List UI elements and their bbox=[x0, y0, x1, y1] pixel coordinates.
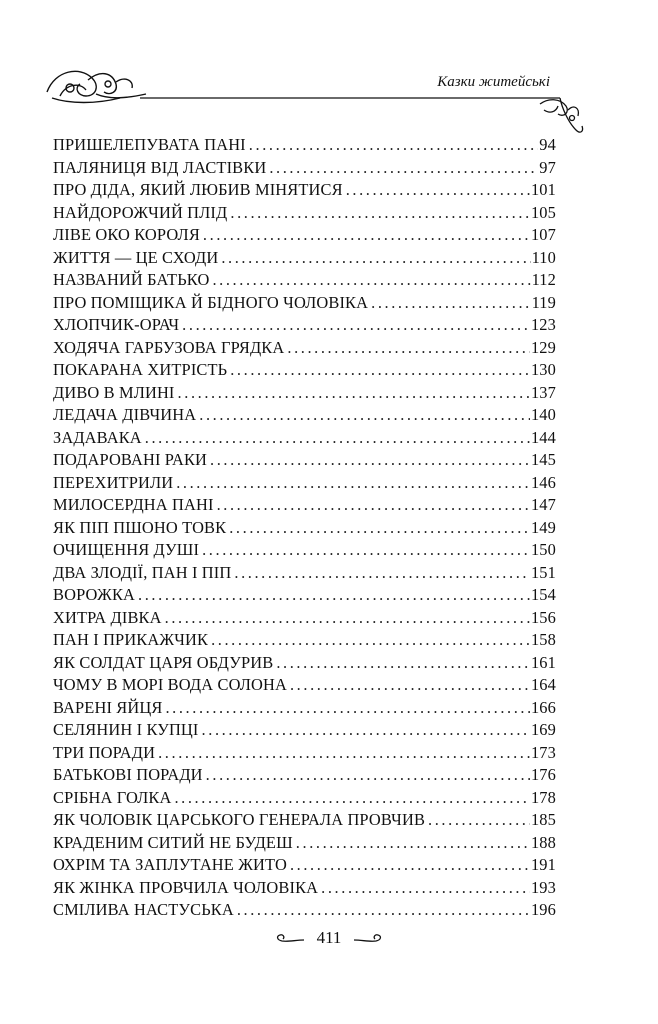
toc-page: 119 bbox=[531, 292, 556, 312]
toc-page: 94 bbox=[539, 135, 556, 154]
toc-title: ПОДАРОВАНІ РАКИ bbox=[53, 450, 208, 469]
toc-title: СРІБНА ГОЛКА bbox=[53, 787, 172, 807]
toc-page: 112 bbox=[531, 270, 556, 289]
toc-title: ПЕРЕХИТРИЛИ bbox=[53, 472, 174, 492]
toc-title: ПРИШЕЛЕПУВАТА ПАНІ bbox=[53, 135, 246, 154]
toc-title: СЕЛЯНИН І КУПЦІ bbox=[53, 720, 199, 739]
dot-leader bbox=[199, 404, 530, 427]
toc-entry[interactable] bbox=[53, 787, 556, 810]
dot-leader bbox=[212, 269, 530, 292]
dot-leader bbox=[287, 337, 530, 360]
toc-page: 147 bbox=[530, 495, 556, 514]
toc-title: ПАЛЯНИЦЯ ВІД ЛАСТІВКИ bbox=[53, 157, 267, 177]
toc-entry[interactable] bbox=[53, 517, 556, 540]
page-header bbox=[0, 0, 658, 140]
toc-entry[interactable] bbox=[53, 562, 556, 585]
toc-entry[interactable] bbox=[53, 269, 556, 292]
toc-title: ЛЕДАЧА ДІВЧИНА bbox=[53, 405, 197, 424]
scroll-ornament-right-icon bbox=[540, 98, 583, 132]
toc-page: 176 bbox=[530, 765, 556, 784]
toc-title: ПРО ПОМІЩИКА Й БІДНОГО ЧОЛОВІКА bbox=[53, 292, 369, 312]
toc-title: ПРО ДІДА, ЯКИЙ ЛЮБИВ МІНЯТИСЯ bbox=[53, 180, 343, 199]
dot-leader bbox=[230, 202, 530, 225]
toc-entry[interactable] bbox=[53, 809, 556, 832]
toc-entry[interactable] bbox=[53, 179, 556, 202]
toc-title: СМІЛИВА НАСТУСЬКА bbox=[53, 900, 234, 919]
toc-title: ДВА ЗЛОДІЇ, ПАН І ПІП bbox=[53, 562, 232, 582]
toc-title: ЧОМУ В МОРІ ВОДА СОЛОНА bbox=[53, 675, 287, 694]
toc-title: ВОРОЖКА bbox=[53, 585, 136, 604]
toc-page: 105 bbox=[530, 202, 556, 222]
header-rule bbox=[0, 0, 658, 140]
toc-entry[interactable] bbox=[53, 404, 556, 427]
toc-page: 164 bbox=[530, 675, 556, 694]
toc-title: ПОКАРАНА ХИТРІСТЬ bbox=[53, 360, 228, 379]
toc-title: ЯК ПІП ПШОНО ТОВК bbox=[53, 517, 227, 537]
toc-entry[interactable] bbox=[53, 584, 556, 607]
toc-entry[interactable] bbox=[53, 292, 556, 315]
toc-page: 161 bbox=[530, 652, 556, 672]
toc-entry[interactable] bbox=[53, 742, 556, 765]
toc-title: ДИВО В МЛИНІ bbox=[53, 382, 175, 402]
toc-page: 130 bbox=[530, 360, 556, 379]
toc-entry[interactable] bbox=[53, 314, 556, 337]
toc-entry[interactable] bbox=[53, 202, 556, 225]
dot-leader bbox=[371, 292, 530, 315]
toc-entry[interactable] bbox=[53, 607, 556, 630]
dot-leader bbox=[203, 224, 530, 247]
dot-leader bbox=[138, 584, 530, 607]
toc-title: ХЛОПЧИК-ОРАЧ bbox=[53, 315, 180, 334]
toc-page: 101 bbox=[530, 180, 556, 199]
toc-page: 188 bbox=[530, 832, 556, 852]
dot-leader bbox=[229, 517, 530, 540]
toc-title: КРАДЕНИМ СИТИЙ НЕ БУДЕШ bbox=[53, 832, 293, 852]
toc-title: ТРИ ПОРАДИ bbox=[53, 742, 156, 762]
toc-entry[interactable] bbox=[53, 539, 556, 562]
scroll-ornament-left-icon bbox=[47, 71, 146, 102]
toc-page: 185 bbox=[530, 810, 556, 829]
toc-page: 151 bbox=[530, 562, 556, 582]
toc-title: ОХРІМ ТА ЗАПЛУТАНЕ ЖИТО bbox=[53, 855, 287, 874]
dot-leader bbox=[290, 674, 530, 697]
page-footer bbox=[0, 928, 658, 948]
dot-leader bbox=[346, 179, 530, 202]
toc-page: 196 bbox=[530, 900, 556, 919]
dot-leader bbox=[321, 877, 530, 900]
dot-leader bbox=[165, 697, 530, 720]
toc-page: 158 bbox=[530, 630, 556, 649]
dot-leader bbox=[202, 719, 530, 742]
toc-page: 110 bbox=[531, 247, 556, 267]
dot-leader bbox=[269, 157, 538, 180]
toc-page: 146 bbox=[530, 472, 556, 492]
toc-title: НАЙДОРОЖЧИЙ ПЛІД bbox=[53, 202, 228, 222]
toc-title: ЯК ЖІНКА ПРОВЧИЛА ЧОЛОВІКА bbox=[53, 877, 319, 897]
dot-leader bbox=[249, 134, 539, 157]
footer-flourish-right-icon bbox=[352, 932, 384, 946]
dot-leader bbox=[174, 787, 529, 810]
toc-page: 145 bbox=[530, 450, 556, 469]
toc-entry[interactable] bbox=[53, 877, 556, 900]
toc-page: 191 bbox=[530, 855, 556, 874]
toc-entry[interactable] bbox=[53, 472, 556, 495]
toc-page: 156 bbox=[530, 607, 556, 627]
dot-leader bbox=[211, 629, 530, 652]
dot-leader bbox=[165, 607, 530, 630]
toc-page: 173 bbox=[530, 742, 556, 762]
toc-page: 97 bbox=[539, 157, 556, 177]
running-title: Казки житейські bbox=[437, 74, 550, 90]
toc-page: 193 bbox=[530, 877, 556, 897]
toc-entry[interactable] bbox=[53, 697, 556, 720]
toc-entry[interactable] bbox=[53, 337, 556, 360]
toc-entry[interactable] bbox=[53, 832, 556, 855]
toc-title: ЯК ЧОЛОВІК ЦАРСЬКОГО ГЕНЕРАЛА ПРОВЧИВ bbox=[53, 810, 426, 829]
toc-entry[interactable] bbox=[53, 224, 556, 247]
toc-page: 169 bbox=[530, 720, 556, 739]
toc-entry[interactable] bbox=[53, 157, 556, 180]
dot-leader bbox=[290, 854, 530, 877]
toc-page: 150 bbox=[530, 540, 556, 559]
toc-title: МИЛОСЕРДНА ПАНІ bbox=[53, 495, 214, 514]
toc-entry[interactable] bbox=[53, 719, 556, 742]
toc-page: 107 bbox=[530, 225, 556, 244]
dot-leader bbox=[206, 764, 530, 787]
toc-entry[interactable] bbox=[53, 854, 556, 877]
dot-leader bbox=[221, 247, 530, 270]
dot-leader bbox=[237, 899, 530, 922]
toc-entry[interactable] bbox=[53, 359, 556, 382]
dot-leader bbox=[296, 832, 530, 855]
toc-entry[interactable] bbox=[53, 382, 556, 405]
toc-title: ЖИТТЯ — ЦЕ СХОДИ bbox=[53, 247, 219, 267]
toc-page: 166 bbox=[530, 697, 556, 717]
toc-entry[interactable] bbox=[53, 134, 556, 157]
toc-entry[interactable] bbox=[53, 247, 556, 270]
toc-entry[interactable] bbox=[53, 494, 556, 517]
toc-entry[interactable] bbox=[53, 427, 556, 450]
dot-leader bbox=[428, 809, 530, 832]
toc-entry[interactable] bbox=[53, 899, 556, 922]
dot-leader bbox=[158, 742, 530, 765]
dot-leader bbox=[276, 652, 530, 675]
dot-leader bbox=[145, 427, 530, 450]
dot-leader bbox=[182, 314, 530, 337]
toc-page: 129 bbox=[530, 337, 556, 357]
toc-title: ХОДЯЧА ГАРБУЗОВА ГРЯДКА bbox=[53, 337, 285, 357]
dot-leader bbox=[230, 359, 530, 382]
toc-title: БАТЬКОВІ ПОРАДИ bbox=[53, 765, 203, 784]
toc-page: 144 bbox=[530, 427, 556, 447]
toc-entry[interactable] bbox=[53, 652, 556, 675]
dot-leader bbox=[178, 382, 530, 405]
dot-leader bbox=[234, 562, 530, 585]
toc-title: ВАРЕНІ ЯЙЦЯ bbox=[53, 697, 163, 717]
footer-flourish-left-icon bbox=[274, 932, 306, 946]
dot-leader bbox=[217, 494, 530, 517]
toc-title: ЗАДАВАКА bbox=[53, 427, 142, 447]
dot-leader bbox=[202, 539, 530, 562]
toc-title: ОЧИЩЕННЯ ДУШІ bbox=[53, 540, 200, 559]
dot-leader bbox=[176, 472, 530, 495]
page-number: 411 bbox=[316, 928, 342, 947]
toc-entry[interactable] bbox=[53, 674, 556, 697]
dot-leader bbox=[210, 449, 530, 472]
toc-page: 123 bbox=[530, 315, 556, 334]
toc-title: ПАН І ПРИКАЖЧИК bbox=[53, 630, 209, 649]
toc-page: 137 bbox=[530, 382, 556, 402]
toc-title: ЯК СОЛДАТ ЦАРЯ ОБДУРИВ bbox=[53, 652, 274, 672]
toc-title: ЛІВЕ ОКО КОРОЛЯ bbox=[53, 225, 200, 244]
toc-entry[interactable] bbox=[53, 449, 556, 472]
toc-page: 154 bbox=[530, 585, 556, 604]
toc-title: ХИТРА ДІВКА bbox=[53, 607, 162, 627]
toc-page: 178 bbox=[530, 787, 556, 807]
toc-title: НАЗВАНИЙ БАТЬКО bbox=[53, 270, 210, 289]
toc-entry[interactable] bbox=[53, 764, 556, 787]
toc-entry[interactable] bbox=[53, 629, 556, 652]
table-of-contents bbox=[53, 134, 556, 922]
toc-page: 140 bbox=[530, 405, 556, 424]
toc-page: 149 bbox=[530, 517, 556, 537]
